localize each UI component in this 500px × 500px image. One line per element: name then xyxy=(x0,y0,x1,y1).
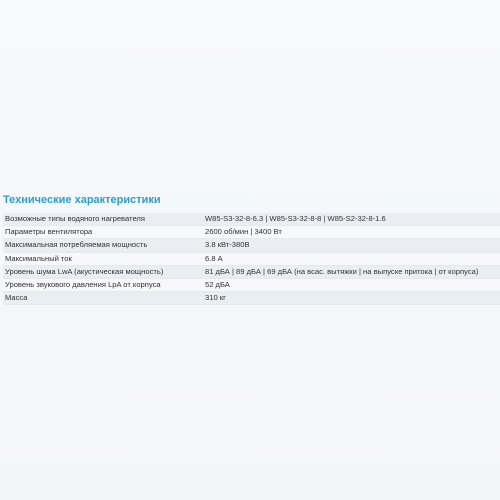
spec-value: 6.8 А xyxy=(201,252,500,265)
spec-label: Возможные типы водяного нагревателя xyxy=(3,213,201,226)
spec-value: 81 дБА | 89 дБА | 69 дБА (на всас. вытяжки | на выпуске притока | от корпуса) xyxy=(201,265,500,278)
table-row xyxy=(3,292,500,305)
table-row xyxy=(3,239,500,252)
spec-value: 2600 об/мин | 3400 Вт xyxy=(201,226,500,239)
section-title: Технические характеристики xyxy=(3,194,161,206)
table-row xyxy=(3,226,500,239)
table-row xyxy=(3,213,500,226)
spec-label: Максимальный ток xyxy=(3,252,201,265)
spec-value: 52 дБА xyxy=(201,279,500,292)
spec-value: 3.8 кВт-380В xyxy=(201,239,500,252)
table-row xyxy=(3,279,500,292)
specifications-table xyxy=(3,213,500,305)
spec-label: Максимальная потребляемая мощность xyxy=(3,239,201,252)
spec-label: Масса xyxy=(3,292,201,305)
table-row xyxy=(3,265,500,278)
spec-label: Уровень звукового давления LpA от корпуса xyxy=(3,279,201,292)
spec-label: Параметры вентилятора xyxy=(3,226,201,239)
spec-value: W85-S3-32-8-6.3 | W85-S3-32-8-8 | W85-S2-32-8-1.6 xyxy=(201,213,500,226)
spec-value: 310 кг xyxy=(201,292,500,305)
table-row xyxy=(3,252,500,265)
spec-label: Уровень шума LwA (акустическая мощность) xyxy=(3,265,201,278)
specifications-section xyxy=(3,193,499,305)
